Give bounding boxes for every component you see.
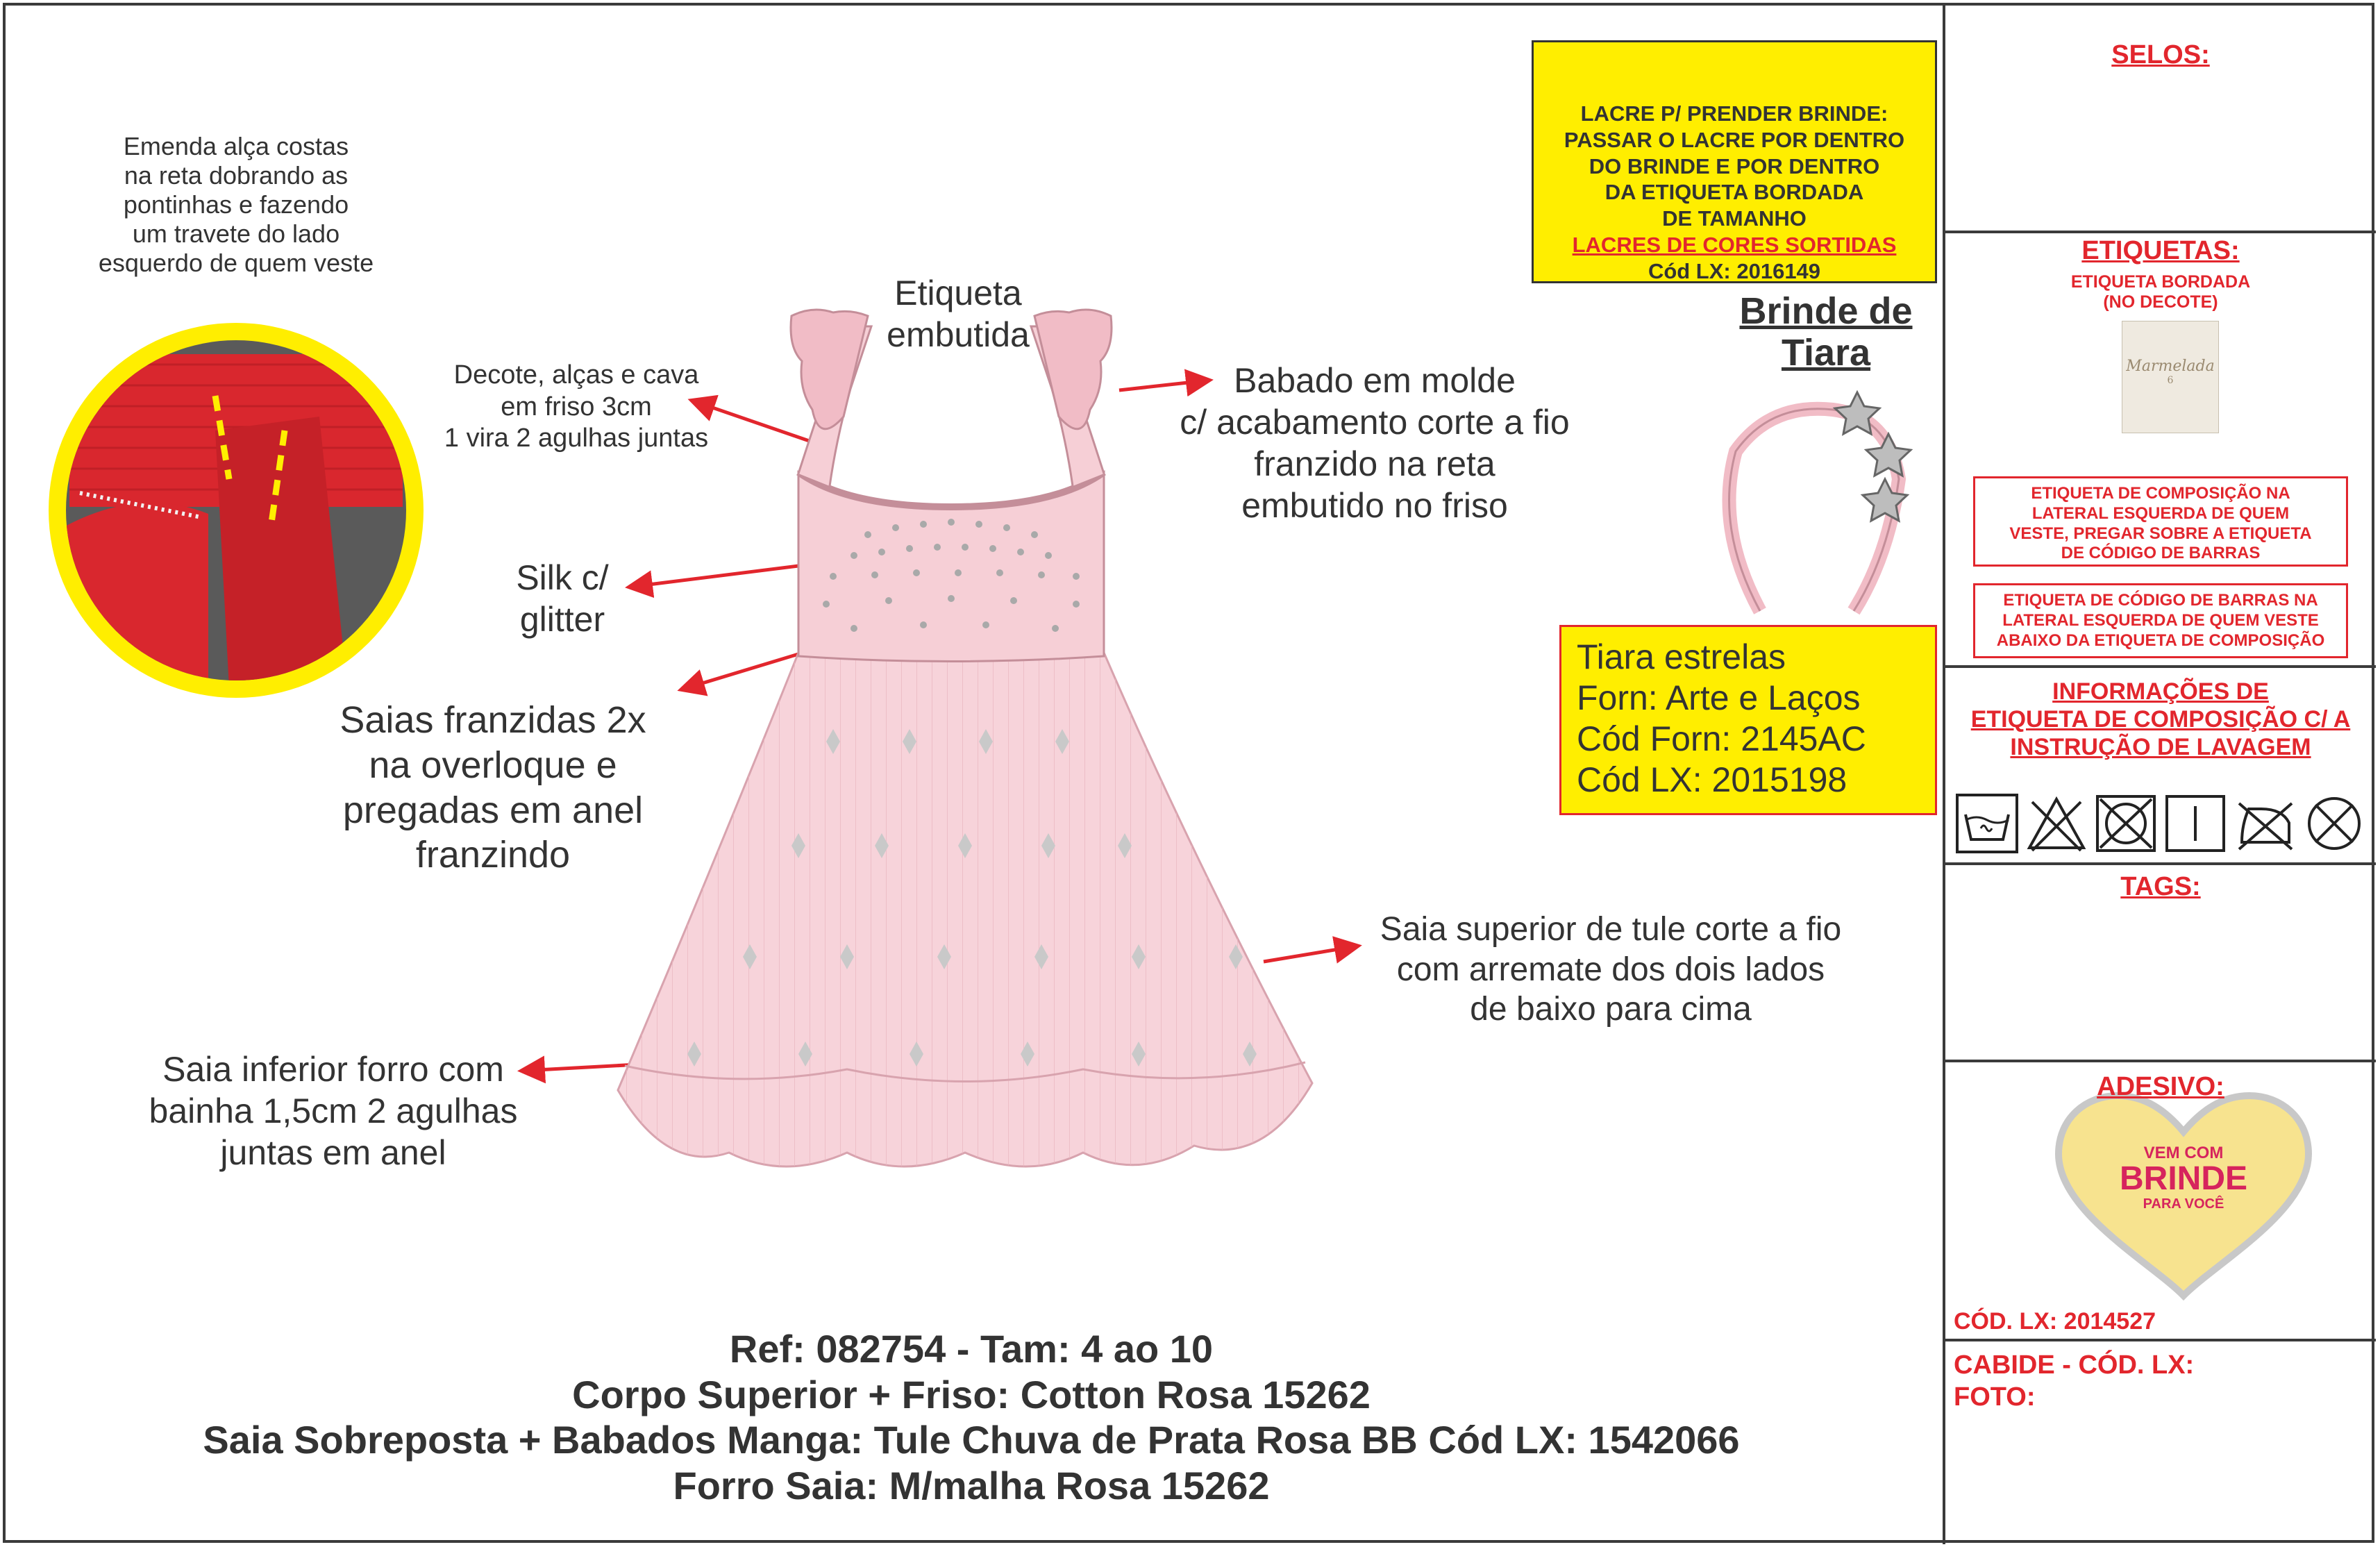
etiqueta-bordada: [1945, 272, 2376, 312]
arrow-saias: [684, 654, 798, 689]
note-line: embutida: [887, 315, 1030, 354]
no-iron-icon: [2234, 794, 2296, 853]
note-decote: [417, 360, 736, 455]
spec-forro: Forro Saia: M/malha Rosa 15262: [673, 1463, 1270, 1507]
brinde-info-box: [1559, 625, 1937, 815]
note-line: Babado em molde: [1234, 361, 1516, 400]
composicao-box: [1973, 476, 2348, 567]
embroidered-label-image: [2122, 321, 2219, 433]
no-tumble-dry-icon: [2095, 794, 2157, 853]
sticker-line: PARA VOCÊ: [2143, 1196, 2224, 1212]
etiquetas-heading: ETIQUETAS:: [2081, 236, 2240, 265]
cabide-label: CABIDE - CÓD. LX:: [1954, 1351, 2195, 1380]
detail-circle: [49, 323, 424, 698]
barras-line: LATERAL ESQUERDA DE QUEM VESTE: [2002, 610, 2319, 630]
spec-corpo: Corpo Superior + Friso: Cotton Rosa 15262: [572, 1372, 1371, 1416]
brinde-info-line: Cód Forn: 2145AC: [1577, 719, 1866, 758]
etiqueta-bordada-line: (NO DECOTE): [2103, 292, 2218, 312]
lacre-cod: Cód LX: 2016149: [1648, 258, 1821, 283]
note-line: Saias franzidas 2x: [340, 699, 646, 741]
barras-line: ABAIXO DA ETIQUETA DE COMPOSIÇÃO: [1996, 630, 2325, 650]
brinde-info-line: Forn: Arte e Laços: [1577, 678, 1861, 717]
adesivo-heading: ADESIVO:: [2097, 1072, 2224, 1101]
label-size: 6: [2167, 375, 2174, 386]
brinde-title: [1736, 290, 1916, 374]
note-silk: [479, 557, 646, 640]
arrow-silk: [632, 566, 798, 587]
note-emenda: [62, 132, 410, 278]
foto-label: FOTO:: [1954, 1382, 2036, 1412]
note-line: franzido na reta: [1254, 444, 1495, 483]
note-saia-inferior: [125, 1048, 542, 1173]
note-saia-superior: [1340, 910, 1882, 1030]
cabide-foto: [1954, 1350, 2370, 1413]
note-line: franzindo: [415, 834, 571, 876]
note-emenda-line: um travete do lado: [132, 219, 340, 249]
sticker-line: VEM COM: [2143, 1144, 2224, 1162]
wash-30-icon: [1956, 794, 2018, 853]
note-line: Decote, alças e cava: [453, 360, 699, 390]
label-brand: Marmelada: [2126, 358, 2215, 375]
note-line: de baixo para cima: [1470, 991, 1752, 1028]
brinde-title-line: Brinde de: [1739, 290, 1913, 332]
lacre-line: LACRE P/ PRENDER BRINDE:: [1580, 101, 1888, 126]
note-line: Silk c/: [516, 558, 609, 597]
composicao-line: DE CÓDIGO DE BARRAS: [2061, 544, 2261, 563]
informacoes-line: INSTRUÇÃO DE LAVAGEM: [2010, 734, 2311, 761]
note-line: Saia inferior forro com: [162, 1050, 504, 1089]
etiqueta-bordada-line: ETIQUETA BORDADA: [2070, 272, 2251, 292]
sticker-line: BRINDE: [2119, 1160, 2247, 1198]
note-emenda-line: Emenda alça costas: [123, 132, 349, 160]
lacre-line: DO BRINDE E POR DENTRO: [1589, 153, 1880, 178]
note-line: embutido no friso: [1241, 486, 1508, 525]
note-line: c/ acabamento corte a fio: [1180, 403, 1570, 442]
note-etiqueta-embutida: [854, 272, 1062, 356]
brinde-info-line: Tiara estrelas: [1577, 637, 1786, 676]
note-line: na overloque e: [369, 744, 617, 786]
note-emenda-line: esquerdo de quem veste: [98, 249, 374, 278]
note-line: 1 vira 2 agulhas juntas: [444, 424, 709, 453]
care-icons-row: [1952, 790, 2369, 857]
note-line: bainha 1,5cm 2 agulhas: [149, 1092, 518, 1130]
tags-heading: TAGS:: [2120, 872, 2201, 901]
tiara-drawing: [1729, 392, 1911, 611]
no-bleach-icon: [2025, 794, 2088, 853]
line-dry-icon: [2164, 794, 2227, 853]
note-line: em friso 3cm: [501, 392, 652, 421]
note-line: Saia superior de tule corte a fio: [1380, 911, 1842, 948]
lacre-box: [1532, 40, 1937, 283]
barras-line: ETIQUETA DE CÓDIGO DE BARRAS NA: [2003, 591, 2318, 610]
informacoes-line: INFORMAÇÕES DE: [2052, 678, 2269, 705]
spec-saia-sobreposta: Saia Sobreposta + Babados Manga: Tule Chuva de Prata Rosa BB Cód LX: 1542066: [203, 1418, 1740, 1462]
spec-ref: Ref: 082754 - Tam: 4 ao 10: [729, 1327, 1214, 1371]
lacre-line: PASSAR O LACRE POR DENTRO: [1564, 127, 1905, 152]
lacre-line: DE TAMANHO: [1662, 206, 1807, 231]
note-babado: [1132, 360, 1618, 526]
note-emenda-line: pontinhas e fazendo: [123, 190, 349, 219]
note-line: pregadas em anel: [342, 789, 644, 831]
note-line: com arremate dos dois lados: [1396, 951, 1825, 988]
barras-box: [1973, 583, 2348, 658]
lacre-red-line: LACRES DE CORES SORTIDAS: [1572, 233, 1897, 258]
note-line: juntas em anel: [220, 1133, 446, 1172]
cod-adesivo: CÓD. LX: 2014527: [1954, 1308, 2156, 1335]
lacre-line: DA ETIQUETA BORDADA: [1604, 180, 1864, 205]
note-emenda-line: na reta dobrando as: [124, 161, 349, 190]
no-dry-clean-icon: [2303, 794, 2365, 853]
note-line: Etiqueta: [894, 274, 1022, 312]
informacoes-line: ETIQUETA DE COMPOSIÇÃO C/ A: [1970, 706, 2351, 733]
dress-bodice: [798, 472, 1104, 662]
composicao-line: LATERAL ESQUERDA DE QUEM: [2031, 503, 2290, 523]
sticker-text: [2072, 1144, 2295, 1212]
brinde-title-line: Tiara: [1781, 332, 1871, 374]
informacoes-heading: [1945, 678, 2376, 761]
note-line: glitter: [519, 600, 605, 639]
product-spec: [0, 1326, 1943, 1508]
selos-heading: SELOS:: [2111, 40, 2210, 69]
note-saias-franzidas: [299, 698, 687, 878]
brinde-info-line: Cód LX: 2015198: [1577, 760, 1847, 799]
composicao-line: VESTE, PREGAR SOBRE A ETIQUETA: [2009, 524, 2312, 543]
composicao-line: ETIQUETA DE COMPOSIÇÃO NA: [2031, 484, 2290, 503]
